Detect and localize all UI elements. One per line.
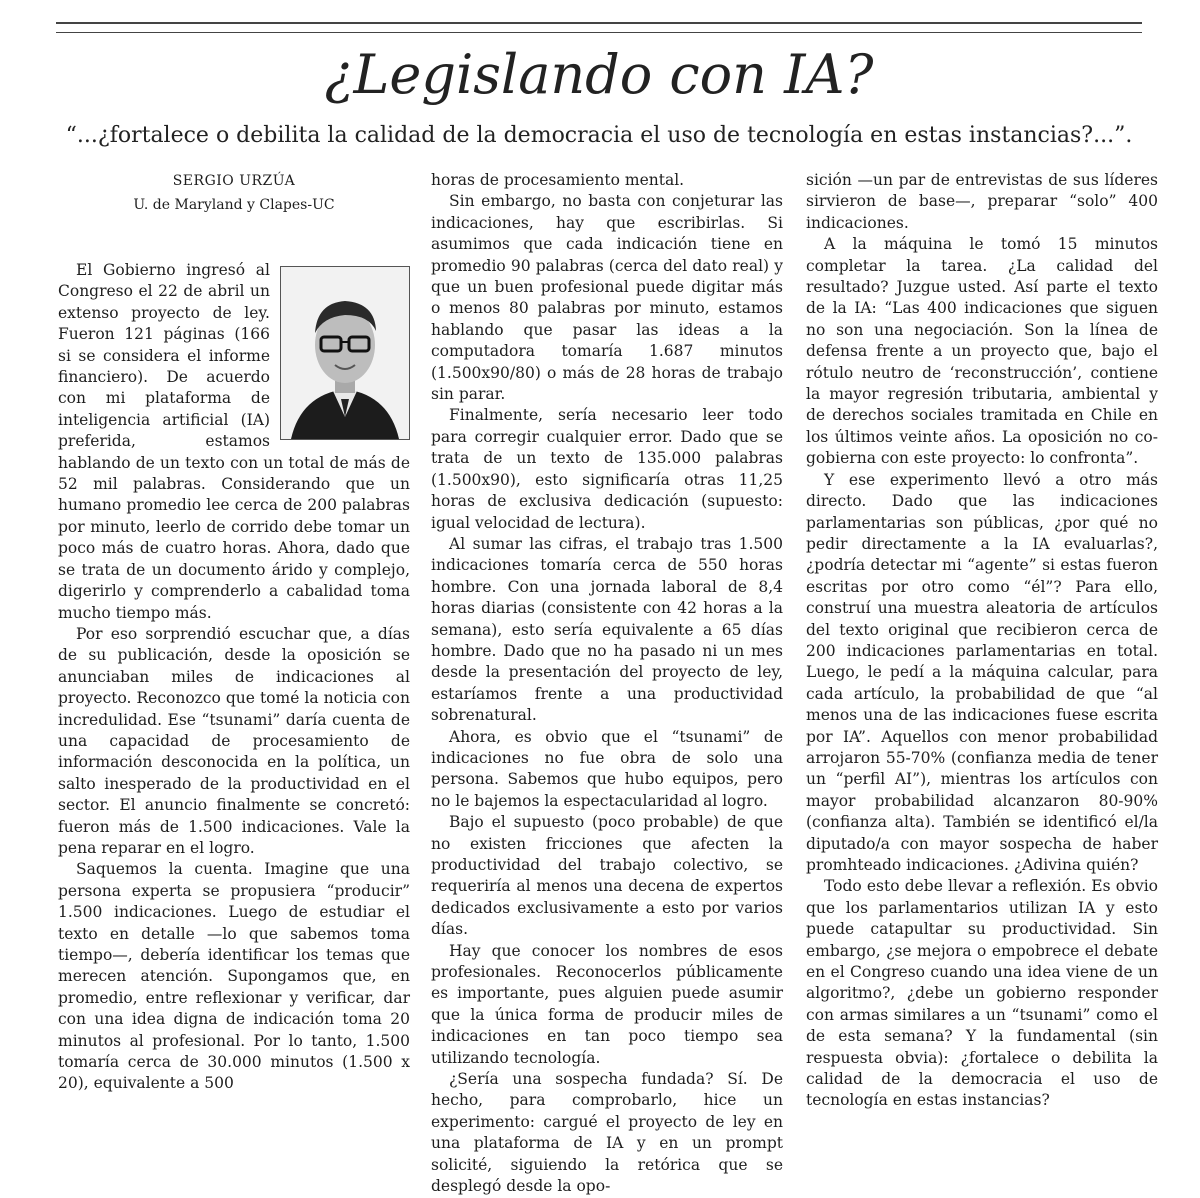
paragraph: Ahora, es obvio que el “tsunami” de indicaciones no fue obra de solo una persona. Sabemos que hubo equipos, pero no le bajemos la espectacularidad al logro. <box>431 727 783 810</box>
author-name: SERGIO URZÚA <box>172 173 296 189</box>
author-portrait-icon <box>280 266 410 440</box>
paragraph: ¿Sería una sospecha fundada? Sí. De hecho, para comprobarlo, hice un experimento: cargué el proyecto de ley en una plataforma de IA y en un prompt solicité, siguiendo la retórica que se desplegó desde la opo- <box>431 1070 783 1196</box>
paragraph: Al sumar las cifras, el trabajo tras 1.500 indicaciones tomaría cerca de 550 horas hombre. Con una jornada laboral de 8,4 horas diarias (consistente con 42 horas a la semana), esto sería equivalente a 65 días hombre. Dado que no ha pasado ni un mes desde la presentación del proyecto de ley, estaríamos frente a una productividad sobrenatural. <box>431 534 783 725</box>
paragraph: horas de procesamiento mental. <box>431 171 685 189</box>
paragraph: Finalmente, sería necesario leer todo para corregir cualquier error. Dado que se trata de un texto de 135.000 palabras (1.500x90), esto significaría otras 11,25 horas de exclusiva dedicación (supuesto: igual velocidad de lectura). <box>431 406 783 532</box>
paragraph: Sin embargo, no basta con conjeturar las indicaciones, hay que escribirlas. Si asumimos que cada indicación tiene en promedio 90 palabras (cerca del dato real) y que un buen profesional puede digitar más o menos 80 palabras por minuto, estamos hablando que pasar las ideas a la computadora tomaría 1.687 minutos (1.500x90/80) o más de 28 horas de trabajo sin parar. <box>431 192 783 404</box>
deck-quote: “...¿fortalece o debilita la calidad de la democracia el uso de tecnología en estas instancias?...”. <box>65 123 1133 148</box>
paragraph: Hay que conocer los nombres de esos profesionales. Reconocerlos públicamente es importante, pues alguien puede asumir que la única forma de producir miles de indicaciones en tan poco tiempo sea utilizando tecnología. <box>431 941 783 1067</box>
column-2 <box>431 170 783 1196</box>
paragraph: El Gobierno ingresó al Congreso el 22 de abril un extenso proyecto de ley. Fueron 121 páginas (166 si se considera el informe financiero). De acuerdo con mi plataforma de inteligencia artificial (IA) preferida, estamos hablando de un texto con un total de más de 52 mil palabras. Considerando que un humano promedio lee cerca de 200 palabras por minuto, leerlo de corrido debe tomar un poco más de cuatro horas. Ahora, dado que se trata de un documento árido y complejo, digerirlo y comprenderlo a cabalidad toma mucho tiempo más. <box>58 261 410 622</box>
headline: ¿Legislando con IA? <box>324 43 874 106</box>
author-affiliation: U. de Maryland y Clapes-UC <box>133 197 335 213</box>
paragraph: Por eso sorprendió escuchar que, a días de su publicación, desde la oposición se anunciaban miles de indicaciones al proyecto. Reconozco que tomé la noticia con incredulidad. Ese “tsunami” daría cuenta de una capacidad de procesamiento de información desconocida en la política, un salto inesperado de la productividad en el sector. El anuncio finalmente se concretó: fueron más de 1.500 indicaciones. Vale la pena reparar en el logro. <box>58 624 410 857</box>
paragraph: A la máquina le tomó 15 minutos completar la tarea. ¿La calidad del resultado? Juzgue usted. Así parte el texto de la IA: “Las 400 indicaciones que siguen no son una negociación. Son la línea de defensa frente a un proyecto que, bajo el rótulo neutro de ‘reconstrucción’, contiene la mayor regresión tributaria, ambiental y de derechos sociales tramitada en Chile en los últimos veinte años. La oposición no co-gobierna con este proyecto: lo confronta”. <box>806 235 1158 468</box>
paragraph: Bajo el supuesto (poco probable) de que no existen fricciones que afecten la productividad del trabajo colectivo, se requeriría al menos una decena de expertos dedicados exclusivamente a esto por varios días. <box>431 813 783 939</box>
paragraph: Y ese experimento llevó a otro más directo. Dado que las indicaciones parlamentarias son públicas, ¿por qué no pedir directamente a la IA evaluarlas?, ¿podría detectar mi “agente” si estas fueron escritas por otro como “él”? Para ello, construí una muestra aleatoria de artículos del texto original que recibieron cerca de 200 indicaciones parlamentarias en total. Luego, le pedí a la máquina calcular, para cada artículo, la probabilidad de que “al menos una de las indicaciones fuese escrita por IA”. Aquellos con menor probabilidad arrojaron 55-70% (confianza media de tener un “perfil AI”), mientras los artículos con mayor probabilidad alcanzaron 80-90% (confianza alta). También se identificó el/la diputado/a con mayor sospecha de haber promhteado indicaciones. ¿Adivina quién? <box>806 470 1158 874</box>
paragraph: Todo esto debe llevar a reflexión. Es obvio que los parlamentarios utilizan IA y esto puede catapultar su productividad. Sin embargo, ¿se mejora o empobrece el debate en el Congreso cuando una idea viene de un algoritmo?, ¿debe un gobierno responder con armas similares a un “tsunami” como el de esta semana? Y la fundamental (sin respuesta obvia): ¿fortalece o debilita la calidad de la democracia el uso de tecnología en estas instancias? <box>806 877 1158 1110</box>
column-3 <box>806 170 1158 1140</box>
paragraph: Saquemos la cuenta. Imagine que una persona experta se propusiera “producir” 1.500 indicaciones. Luego de estudiar el texto en detalle —lo que sabemos toma tiempo—, debería identificar los temas que merecen atención. Supongamos que, en promedio, entre reflexionar y verificar, dar con una idea digna de indicación toma 20 minutos al profesional. Por lo tanto, 1.500 tomaría cerca de 30.000 minutos (1.500 x 20), equivalente a 500 <box>58 860 410 1093</box>
top-rule <box>56 22 1142 33</box>
paragraph: sición —un par de entrevistas de sus líderes sirvieron de base—, preparar “solo” 400 indicaciones. <box>806 171 1158 232</box>
column-1 <box>58 170 410 1140</box>
